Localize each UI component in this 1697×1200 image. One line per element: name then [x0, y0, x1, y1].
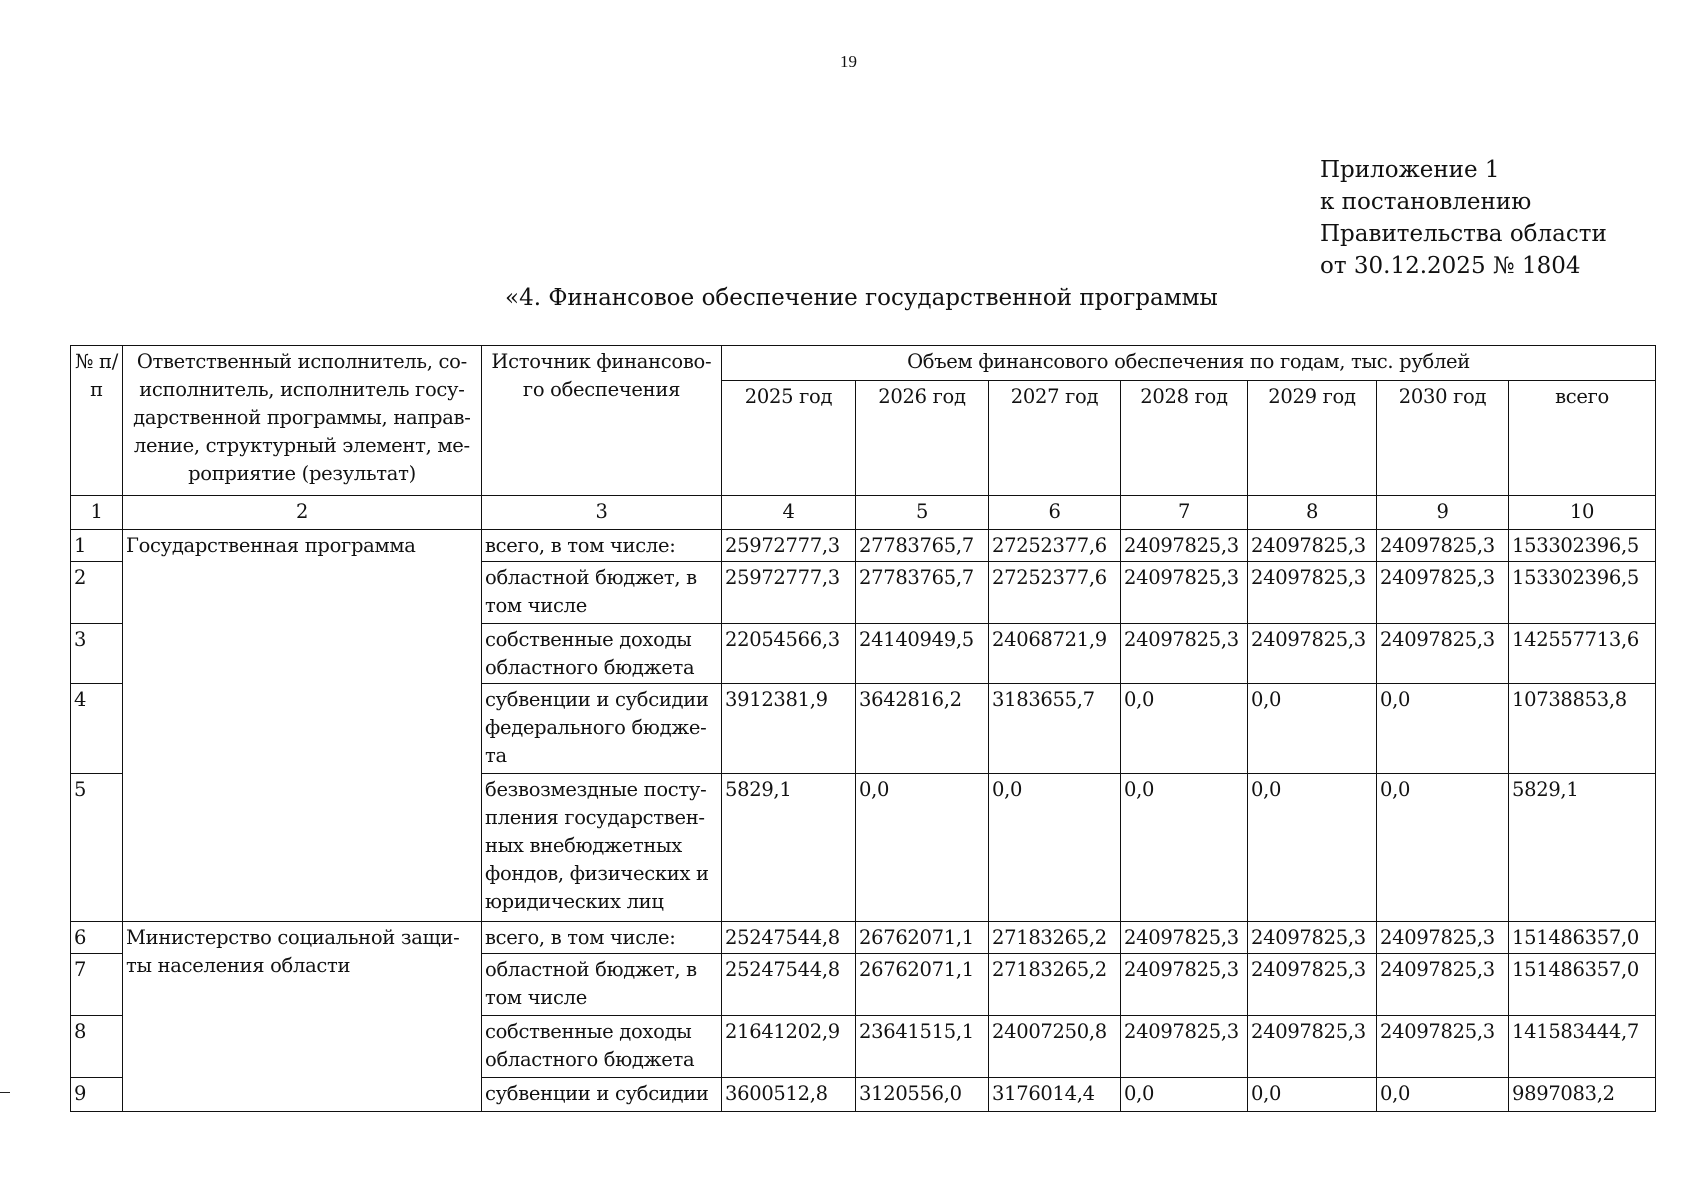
- value-cell: 24097825,3: [1248, 562, 1377, 624]
- value-cell: 9897083,2: [1509, 1078, 1656, 1112]
- appendix-line: Правительства области: [1320, 221, 1607, 247]
- appendix-block: [1320, 154, 1607, 282]
- value-cell: 141583444,7: [1509, 1016, 1656, 1078]
- header-year: 2025 год: [722, 381, 856, 496]
- value-cell: 0,0: [989, 774, 1121, 922]
- appendix-line: от 30.12.2025 № 1804: [1320, 253, 1581, 279]
- value-cell: 21641202,9: [722, 1016, 856, 1078]
- column-number: 8: [1248, 496, 1377, 530]
- source-cell: собственные доходы областного бюджета: [482, 1016, 722, 1078]
- value-cell: 0,0: [1248, 774, 1377, 922]
- page-number: 19: [840, 52, 857, 71]
- source-cell: областной бюджет, в том числе: [482, 562, 722, 624]
- row-number: 1: [71, 530, 123, 562]
- row-number: 3: [71, 624, 123, 684]
- column-number: 1: [71, 496, 123, 530]
- row-number: 6: [71, 922, 123, 954]
- source-cell: всего, в том числе:: [482, 922, 722, 954]
- value-cell: 27183265,2: [989, 954, 1121, 1016]
- value-cell: 3642816,2: [856, 684, 989, 774]
- appendix-line: Приложение 1: [1320, 157, 1500, 183]
- value-cell: 0,0: [856, 774, 989, 922]
- header-executor: Ответственный исполнитель, соисполнитель, исполнитель государственной программы, направление, структурный элемент, мероприятие (результат): [123, 346, 482, 496]
- value-cell: 24097825,3: [1377, 530, 1509, 562]
- row-number: 7: [71, 954, 123, 1016]
- group-name: Государственная программа: [123, 530, 482, 922]
- value-cell: 24097825,3: [1377, 922, 1509, 954]
- value-cell: 22054566,3: [722, 624, 856, 684]
- value-cell: 27252377,6: [989, 562, 1121, 624]
- value-cell: 24097825,3: [1377, 562, 1509, 624]
- value-cell: 25247544,8: [722, 954, 856, 1016]
- header-no: № п/п: [71, 346, 123, 496]
- value-cell: 3183655,7: [989, 684, 1121, 774]
- value-cell: 151486357,0: [1509, 922, 1656, 954]
- value-cell: 26762071,1: [856, 922, 989, 954]
- value-cell: 24068721,9: [989, 624, 1121, 684]
- value-cell: 23641515,1: [856, 1016, 989, 1078]
- value-cell: 24097825,3: [1377, 954, 1509, 1016]
- value-cell: 27183265,2: [989, 922, 1121, 954]
- value-cell: 24097825,3: [1248, 624, 1377, 684]
- header-year: 2026 год: [856, 381, 989, 496]
- column-number: 2: [123, 496, 482, 530]
- value-cell: 10738853,8: [1509, 684, 1656, 774]
- value-cell: 153302396,5: [1509, 530, 1656, 562]
- column-number: 3: [482, 496, 722, 530]
- value-cell: 153302396,5: [1509, 562, 1656, 624]
- margin-mark: [0, 1092, 10, 1093]
- value-cell: 24097825,3: [1248, 922, 1377, 954]
- row-number: 5: [71, 774, 123, 922]
- value-cell: 24097825,3: [1121, 562, 1248, 624]
- header-volume: Объем финансового обеспечения по годам, тыс. рублей: [722, 346, 1656, 381]
- source-cell: безвозмездные поступления государственных внебюджетных фондов, физических и юридических лиц: [482, 774, 722, 922]
- value-cell: 25247544,8: [722, 922, 856, 954]
- value-cell: 0,0: [1121, 774, 1248, 922]
- value-cell: 0,0: [1377, 1078, 1509, 1112]
- value-cell: 142557713,6: [1509, 624, 1656, 684]
- value-cell: 25972777,3: [722, 530, 856, 562]
- value-cell: 3120556,0: [856, 1078, 989, 1112]
- value-cell: 0,0: [1248, 1078, 1377, 1112]
- table-row: [71, 530, 1656, 562]
- value-cell: 5829,1: [722, 774, 856, 922]
- value-cell: 3600512,8: [722, 1078, 856, 1112]
- source-cell: собственные доходы областного бюджета: [482, 624, 722, 684]
- column-number: 7: [1121, 496, 1248, 530]
- value-cell: 24097825,3: [1121, 1016, 1248, 1078]
- header-year: 2029 год: [1248, 381, 1377, 496]
- value-cell: 24007250,8: [989, 1016, 1121, 1078]
- source-cell: областной бюджет, в том числе: [482, 954, 722, 1016]
- value-cell: 24097825,3: [1121, 624, 1248, 684]
- header-year: 2030 год: [1377, 381, 1509, 496]
- row-number: 9: [71, 1078, 123, 1112]
- value-cell: 0,0: [1377, 774, 1509, 922]
- value-cell: 24097825,3: [1121, 922, 1248, 954]
- section-title: «4. Финансовое обеспечение государственной программы: [505, 285, 1218, 311]
- value-cell: 151486357,0: [1509, 954, 1656, 1016]
- value-cell: 24097825,3: [1248, 530, 1377, 562]
- financing-table: [70, 345, 1656, 1112]
- source-cell: субвенции и субсидии федерального бюджета: [482, 684, 722, 774]
- value-cell: 0,0: [1121, 684, 1248, 774]
- value-cell: 24097825,3: [1377, 1016, 1509, 1078]
- value-cell: 27783765,7: [856, 562, 989, 624]
- value-cell: 26762071,1: [856, 954, 989, 1016]
- value-cell: 24097825,3: [1121, 954, 1248, 1016]
- value-cell: 0,0: [1377, 684, 1509, 774]
- column-number: 9: [1377, 496, 1509, 530]
- source-cell: всего, в том числе:: [482, 530, 722, 562]
- row-number: 4: [71, 684, 123, 774]
- value-cell: 5829,1: [1509, 774, 1656, 922]
- header-year: 2028 год: [1121, 381, 1248, 496]
- row-number: 8: [71, 1016, 123, 1078]
- header-total: всего: [1509, 381, 1656, 496]
- value-cell: 24097825,3: [1248, 1016, 1377, 1078]
- value-cell: 25972777,3: [722, 562, 856, 624]
- value-cell: 27252377,6: [989, 530, 1121, 562]
- value-cell: 3176014,4: [989, 1078, 1121, 1112]
- value-cell: 24097825,3: [1248, 954, 1377, 1016]
- column-number: 10: [1509, 496, 1656, 530]
- value-cell: 0,0: [1121, 1078, 1248, 1112]
- row-number: 2: [71, 562, 123, 624]
- value-cell: 3912381,9: [722, 684, 856, 774]
- appendix-line: к постановлению: [1320, 189, 1532, 215]
- value-cell: 24140949,5: [856, 624, 989, 684]
- table-row: [71, 922, 1656, 954]
- header-year: 2027 год: [989, 381, 1121, 496]
- group-name: Министерство социальной защиты населения области: [123, 922, 482, 1112]
- column-number: 4: [722, 496, 856, 530]
- value-cell: 27783765,7: [856, 530, 989, 562]
- column-number: 6: [989, 496, 1121, 530]
- value-cell: 24097825,3: [1377, 624, 1509, 684]
- source-cell: субвенции и субсидии: [482, 1078, 722, 1112]
- header-source: Источник финансового обеспечения: [482, 346, 722, 496]
- value-cell: 0,0: [1248, 684, 1377, 774]
- column-number: 5: [856, 496, 989, 530]
- value-cell: 24097825,3: [1121, 530, 1248, 562]
